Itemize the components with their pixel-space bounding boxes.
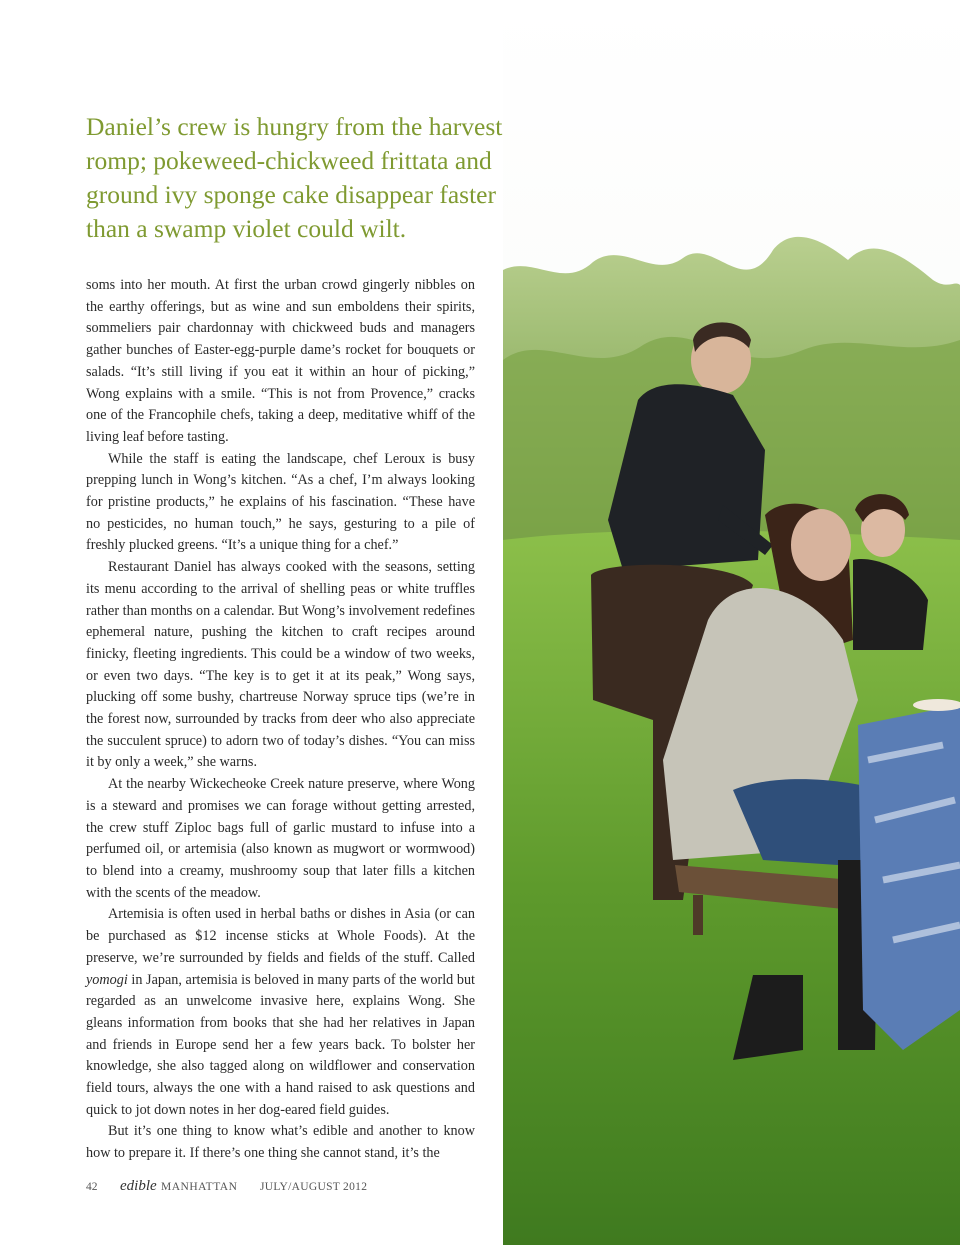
paragraph-text: Artemisia is often used in herbal baths or dishes in Asia (or can be purchased as $12 incense sticks at Whole Foods). At the preserve, we’re surrounded by fields and fields of the stuff. Called xyxy=(86,906,475,966)
article-body xyxy=(86,275,475,1165)
pull-quote-line: romp; pokeweed-chickweed frittata and xyxy=(86,146,492,175)
pull-quote-line: Daniel’s crew is hungry from the harvest xyxy=(86,112,503,141)
magazine-logo: edible xyxy=(120,1178,157,1194)
paragraph: But it’s one thing to know what’s edible and another to know how to prepare it. If there’s one thing she cannot stand, it’s the xyxy=(86,1123,475,1162)
italic-term: yomogi xyxy=(86,971,128,988)
paragraph: At the nearby Wickecheoke Creek nature preserve, where Wong is a steward and promises we can forage without getting arrested, the crew stuff Ziploc bags full of garlic mustard to infuse into a perfumed oil, or artemisia (also known as mugwort or wormwood) to blend into a creamy, mushroomy soup that later fills a kitchen with the scents of the meadow. xyxy=(86,776,475,901)
issue-date: JULY/AUGUST 2012 xyxy=(260,1181,368,1193)
pull-quote-line: than a swamp violet could wilt. xyxy=(86,214,407,243)
pull-quote-line: ground ivy sponge cake disappear faster xyxy=(86,180,496,209)
paragraph: soms into her mouth. At first the urban crowd gingerly nibbles on the earthy offerings, but as wine and sun emboldens their spirits, sommeliers pair chardonnay with chickweed buds and managers gather bunches of Easter-egg-purple dame’s rocket for bouquets or salads. “It’s still living if you eat it within an hour of picking,” Wong explains with a smile. “This is not from Provence,” cracks one of the Francophile chefs, taking a deep, meditative whiff of the living leaf before tasting. xyxy=(86,277,475,445)
magazine-logo-city: MANHATTAN xyxy=(161,1181,238,1193)
paragraph-text: in Japan, artemisia is beloved in many parts of the world but regarded as an unwelcome invasive here, explains Wong. She gleans information from books that she had her relatives in Japan and friends in Europe send her a few years back. To bolster her knowledge, she also tagged along on wildflower and conservation field tours, always the one with a hand raised to ask questions and quick to jot down notes in her dog-eared field guides. xyxy=(86,971,475,1118)
feature-photo xyxy=(503,0,960,1245)
page-number: 42 xyxy=(86,1181,98,1193)
page-footer xyxy=(86,1178,386,1199)
paragraph: While the staff is eating the landscape, chef Leroux is busy prepping lunch in Wong’s kitchen. “As a chef, I’m always looking for pristine products,” he explains of his fascination. “These have no pesticides, no human touch,” he says, gesturing to a pile of freshly plucked greens. “It’s a unique thing for a chef.” xyxy=(86,450,475,554)
paragraph: Restaurant Daniel has always cooked with the seasons, setting its menu according to the arrival of shelling peas or white truffles rather than months on a calendar. But Wong’s involvement redefines ephemeral nature, pushing the kitchen to craft recipes around finicky, fleeting ingredients. This could be a window of two weeks, or even two days. “The key is to get it at its peak,” Wong says, plucking off some bushy, chartreuse Norway spruce tips (we’re in the forest now, surrounded by tracks from deer who also appreciate the succulent spruce) to adorn two of today’s dishes. “You can miss it by only a week,” she warns. xyxy=(86,559,475,771)
photo-illustration xyxy=(503,0,960,1245)
pull-quote xyxy=(86,110,503,246)
paragraph xyxy=(86,904,475,1121)
